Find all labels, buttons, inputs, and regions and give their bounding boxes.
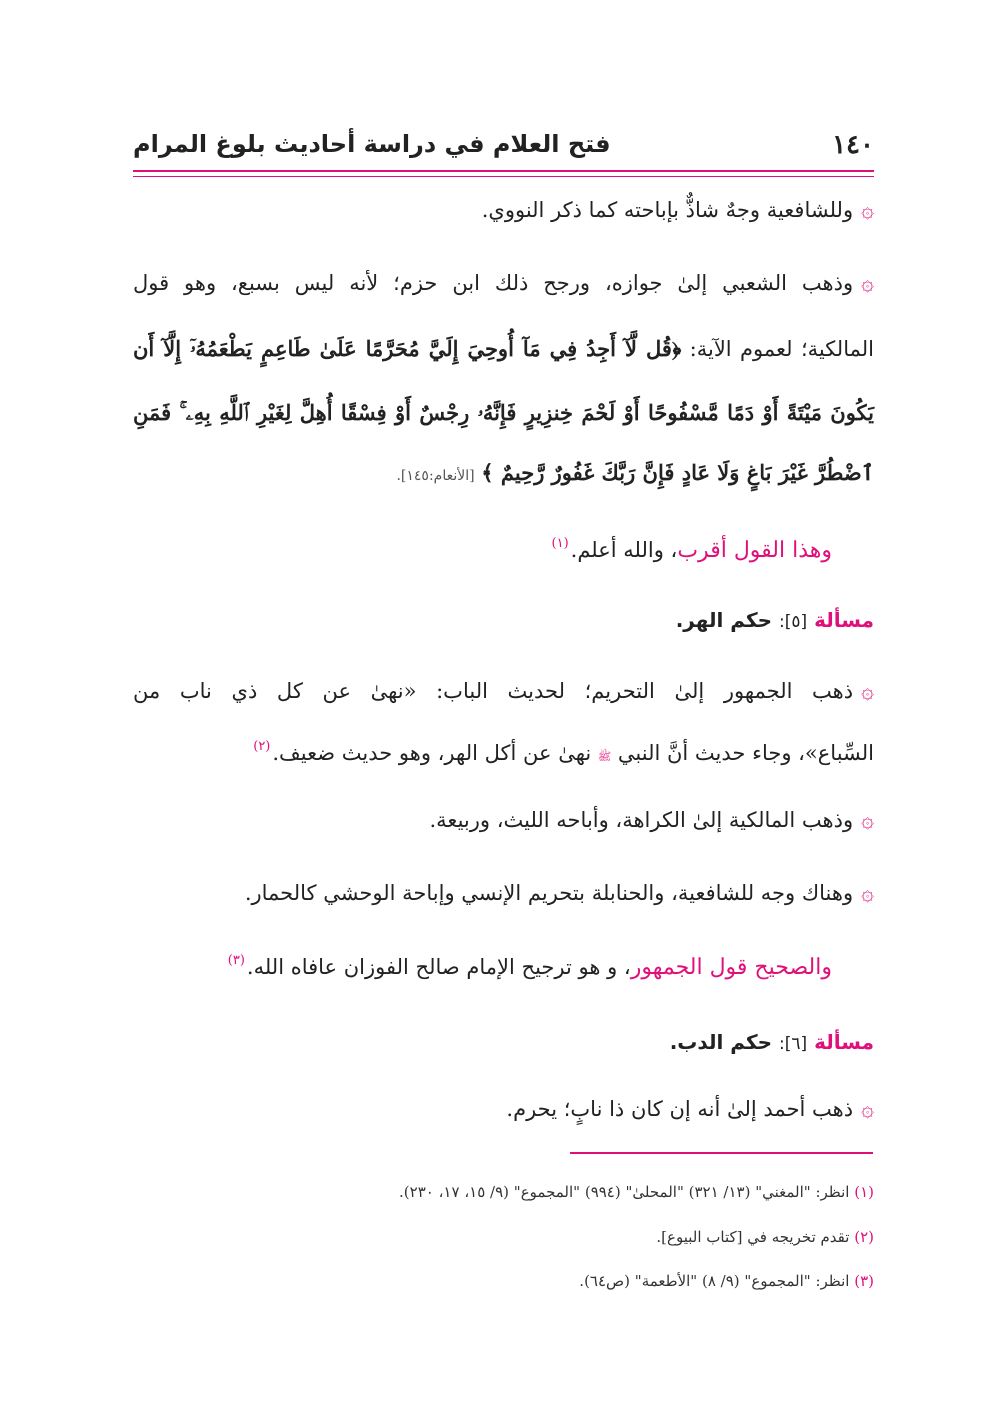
heading-number: [٦]:: [778, 1034, 808, 1054]
flower-ornament-icon: ۞: [861, 881, 874, 906]
footnote-number: (٣): [854, 1272, 874, 1290]
section-heading-5: [676, 608, 874, 632]
paragraph-text: وذهب الشعبي إلىٰ جوازه، ورجح ذلك ابن حزم؛ لأنه ليس بسبع، وهو قول: [133, 271, 854, 295]
paragraph-text: ، والله أعلم.: [570, 538, 678, 562]
paragraph-text: وهناك وجه للشافعية، والحنابلة بتحريم الإنسي وإباحة الوحشي كالحمار.: [244, 881, 854, 905]
footnote-marker: (٢): [253, 739, 271, 754]
quran-verse: يَكُونَ مَيْتَةً أَوْ دَمًا مَّسْفُوحًا أَوْ لَحْمَ خِنزِيرٍ فَإِنَّهُۥ رِجْسٌ أَوْ فِسْقًا أُهِلَّ لِغَيْرِ ٱللَّهِ بِهِۦ ۚ فَمَنِ: [133, 400, 874, 425]
paragraph-6: [245, 878, 874, 909]
flower-ornament-icon: ۞: [861, 1097, 874, 1122]
paragraph-7: [228, 952, 832, 986]
heading-number: [٥]:: [778, 612, 808, 632]
footnote-text: تقدم تخريجه في [كتاب البيوع].: [656, 1228, 850, 1246]
flower-ornament-icon: ۞: [861, 808, 874, 833]
footnote-number: (٢): [854, 1228, 874, 1246]
paragraph-text: وذهب المالكية إلىٰ الكراهة، وأباحه الليث، وربيعة.: [429, 808, 854, 832]
quran-verse: ٱضْطُرَّ غَيْرَ بَاغٍ وَلَا عَادٍ فَإِنَّ رَبَّكَ غَفُورٌ رَّحِيمٌ ﴾: [481, 460, 874, 485]
footnote-2: [656, 1226, 874, 1248]
footnote-1: [399, 1181, 874, 1203]
paragraph-text: السِّباع»، وجاء حديث أنَّ النبي: [617, 741, 874, 765]
page-header: [133, 130, 874, 170]
header-rule: [133, 170, 874, 172]
flower-ornament-icon: ۞: [861, 271, 874, 296]
paragraph-text: ، و هو ترجيح الإمام صالح الفوزان عافاه الله.: [246, 955, 631, 979]
paragraph-2-line-2: [133, 334, 874, 364]
footnote-3: [579, 1270, 874, 1292]
footnote-marker: (١): [551, 536, 569, 551]
paragraph-1: [482, 195, 874, 226]
footnote-text: انظر: "المغني" (١٣/ ٣٢١) "المحلىٰ" (٩٩٤) "المجموع" (٩/ ١٥، ١٧، ٢٣٠).: [399, 1183, 850, 1201]
paragraph-3: [552, 535, 832, 569]
footnote-divider: [570, 1152, 873, 1154]
paragraph-text: المالكية؛ لعموم الآية:: [689, 337, 874, 361]
heading-title: حكم الدب.: [669, 1030, 773, 1054]
salutation-glyph: ﷺ: [597, 750, 612, 763]
highlighted-ruling: والصحيح قول الجمهور: [630, 955, 832, 980]
heading-title: حكم الهر.: [675, 608, 773, 632]
paragraph-text: ذهب أحمد إلىٰ أنه إن كان ذا نابٍ؛ يحرم.: [506, 1097, 854, 1121]
paragraph-4-line-2: [253, 738, 874, 772]
header-rule-thin: [133, 176, 874, 177]
highlighted-ruling: وهذا القول أقرب: [677, 538, 832, 563]
footnote-number: (١): [854, 1183, 874, 1201]
footnote-text: انظر: "المجموع" (٩/ ٨) "الأطعمة" (ص٦٤).: [579, 1272, 850, 1290]
verse-reference: [الأنعام:١٤٥].: [396, 468, 475, 484]
heading-label: مسألة: [814, 1030, 874, 1054]
paragraph-4-line-1: [133, 676, 874, 707]
paragraph-2-line-4: [396, 458, 874, 491]
paragraph-text: وللشافعية وجهٌ شاذٌّ بإباحته كما ذكر النووي.: [481, 198, 854, 222]
paragraph-5: [430, 805, 875, 836]
paragraph-2-line-3: [133, 398, 874, 428]
footnote-marker: (٣): [227, 953, 245, 968]
paragraph-text: نهىٰ عن أكل الهر، وهو حديث ضعيف.: [272, 741, 592, 765]
paragraph-8: [506, 1094, 874, 1125]
quran-verse: ﴿قُل لَّآ أَجِدُ فِي مَآ أُوحِيَ إِلَيَّ مُحَرَّمًا عَلَىٰ طَاعِمٍ يَطْعَمُهُۥٓ إِلَّآ أَن: [133, 336, 682, 361]
section-heading-6: [670, 1030, 874, 1054]
book-title: فتح العلام في دراسة أحاديث بلوغ المرام: [133, 130, 611, 158]
heading-label: مسألة: [814, 608, 874, 632]
flower-ornament-icon: ۞: [861, 198, 874, 223]
flower-ornament-icon: ۞: [861, 679, 874, 704]
paragraph-text: ذهب الجمهور إلىٰ التحريم؛ لحديث الباب: «نهىٰ عن كل ذي ناب من: [133, 679, 854, 703]
paragraph-2-line-1: [133, 268, 874, 299]
page-number: ١٤٠: [832, 130, 874, 160]
